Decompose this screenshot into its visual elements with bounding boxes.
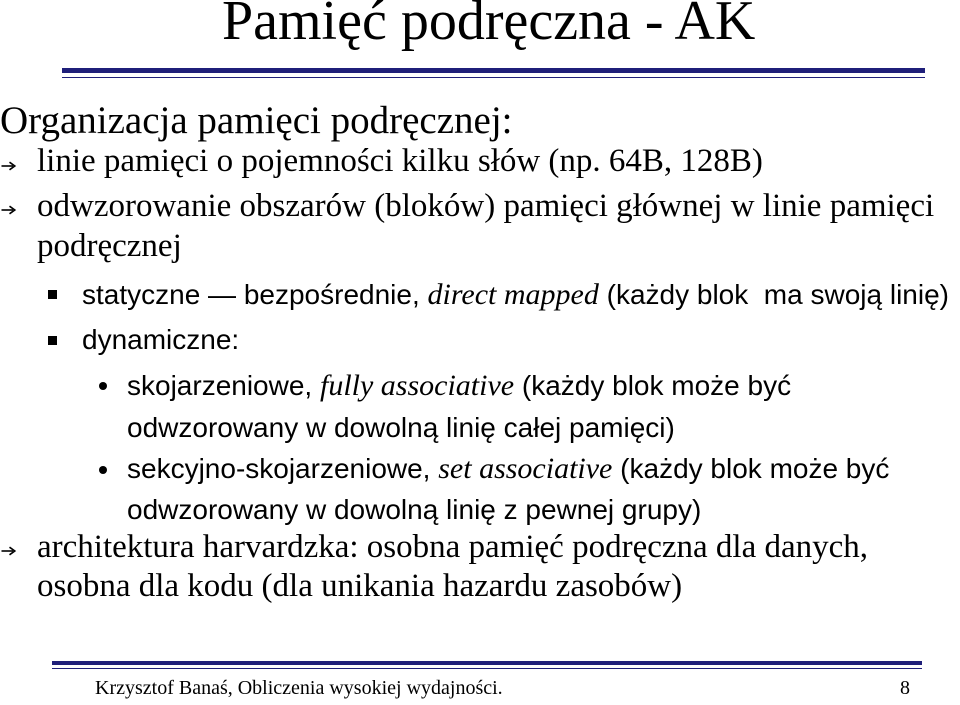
sub-sub-list-item bbox=[127, 369, 791, 403]
item-term: direct mapped bbox=[427, 278, 599, 311]
item-term: fully associative bbox=[319, 369, 515, 402]
list-item-continuation: podręcznej bbox=[37, 228, 182, 264]
square-bullet-icon bbox=[48, 336, 57, 345]
item-term: set associative bbox=[438, 452, 613, 485]
footer-rule-thin bbox=[52, 668, 922, 669]
list-item: architektura harvardzka: osobna pamięć podręczna dla danych, bbox=[37, 529, 869, 565]
title-rule-thin bbox=[62, 77, 925, 78]
title-rule-thick bbox=[62, 68, 925, 73]
arrow-right-icon bbox=[1, 204, 17, 216]
sub-list-item bbox=[82, 323, 239, 357]
item-text: (każdy blok może być bbox=[612, 453, 890, 484]
item-text: skojarzeniowe, bbox=[127, 370, 320, 401]
sub-list-item bbox=[82, 278, 949, 312]
list-item-continuation: osobna dla kodu (dla unikania hazardu zasobów) bbox=[37, 568, 683, 604]
item-text: (każdy blok może być bbox=[514, 370, 792, 401]
arrow-right-icon bbox=[1, 160, 17, 172]
list-item: linie pamięci o pojemności kilku słów (np. 64B, 128B) bbox=[37, 143, 763, 179]
item-text: (każdy blok ma swoją linię) bbox=[598, 279, 949, 310]
dot-bullet-icon bbox=[99, 382, 107, 390]
square-bullet-icon bbox=[48, 290, 57, 299]
item-text: statyczne — bezpośrednie, bbox=[82, 279, 428, 310]
list-item: odwzorowanie obszarów (bloków) pamięci głównej w linie pamięci bbox=[37, 188, 935, 224]
section-heading: Organizacja pamięci podręcznej: bbox=[0, 99, 513, 142]
footer-author-course: Krzysztof Banaś, Obliczenia wysokiej wydajności. bbox=[95, 677, 503, 699]
item-text: sekcyjno-skojarzeniowe, bbox=[127, 453, 439, 484]
page-number: 8 bbox=[900, 677, 910, 699]
item-text: dynamiczne: bbox=[82, 324, 240, 355]
sub-sub-list-item bbox=[127, 452, 889, 486]
slide-title: Pamięć podręczna - AK bbox=[222, 0, 756, 52]
arrow-right-icon bbox=[1, 545, 17, 557]
sub-sub-list-item-continuation: odwzorowany w dowolną linię całej pamięci) bbox=[127, 412, 675, 443]
sub-sub-list-item-continuation: odwzorowany w dowolną linię z pewnej grupy) bbox=[127, 494, 702, 525]
footer-rule-thick bbox=[52, 661, 922, 665]
dot-bullet-icon bbox=[99, 466, 107, 474]
